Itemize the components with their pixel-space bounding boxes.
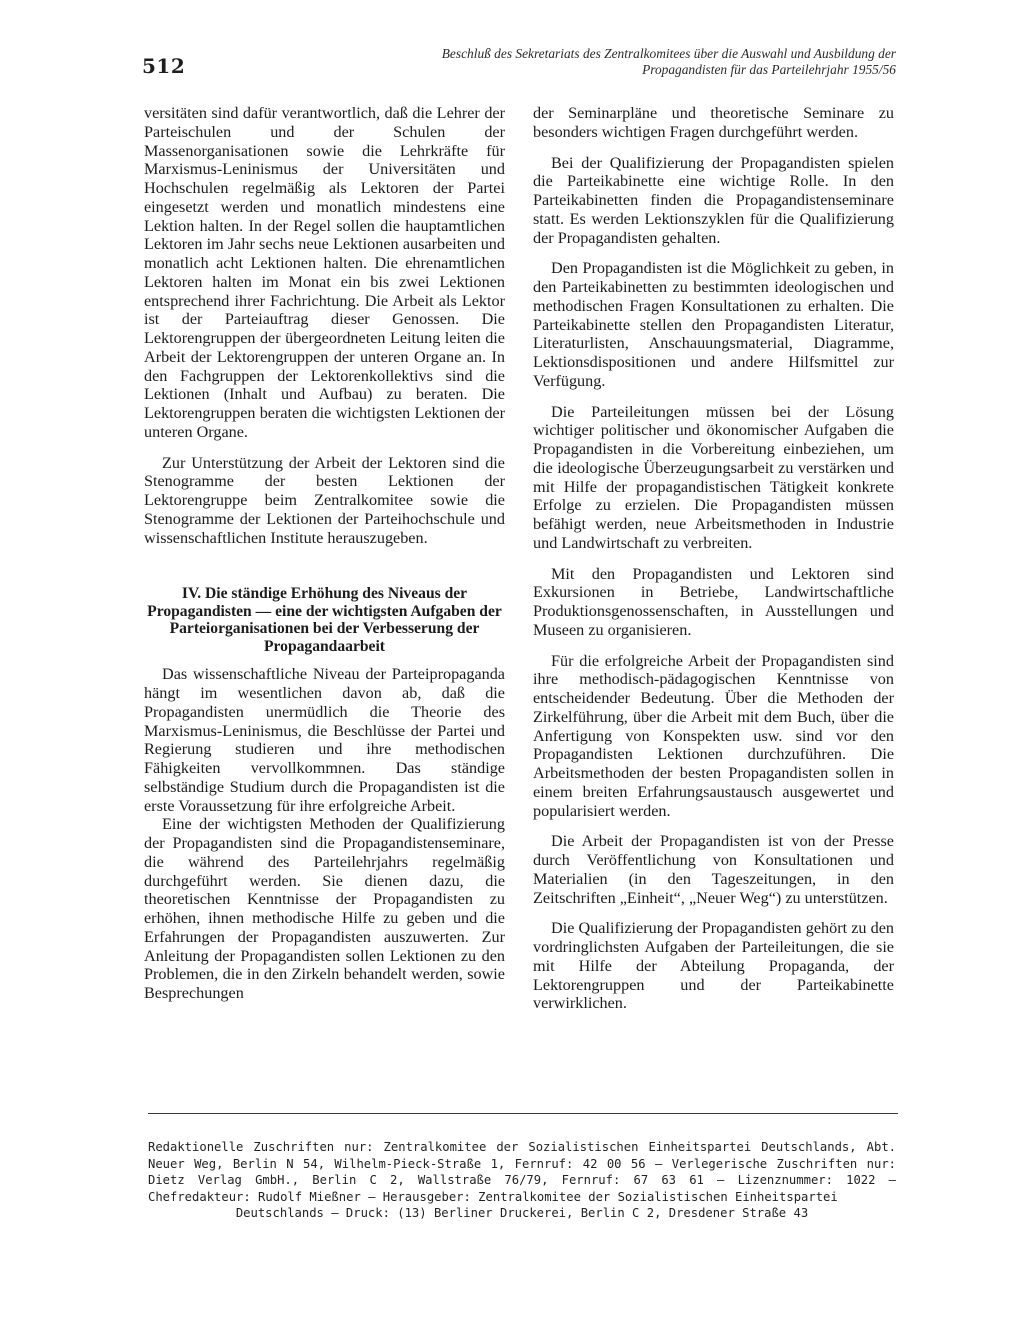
section-heading: IV. Die ständige Erhöhung des Niveaus der Propagandisten — eine der wichtigsten Aufgaben der Parteiorganisationen bei der Verbesserung der Propagandaarbeit	[147, 585, 502, 655]
paragraph: Das wissenschaftliche Niveau der Parteipropaganda hängt im wesentlichen davon ab, daß die Propagandisten unermüdlich die Theorie des Marxismus-Leninismus, die Beschlüsse der Partei und Regierung studieren und ihre methodischen Fähigkeiten vervollkommnen. Das ständige selbständige Studium durch die Propagandisten ist die erste Voraussetzung für ihre erfolgreiche Arbeit.	[144, 665, 505, 815]
paragraph: Für die erfolgreiche Arbeit der Propagandisten sind ihre methodisch-pädagogischen Kenntnisse von entscheidender Bedeutung. Über die Methoden der Zirkelführung, über die Arbeit mit dem Buch, über die Anfertigung von Konspekten usw. sind vor den Propagandisten Lektionen durchzuführen. Die Arbeitsmethoden der besten Propagandisten sollen in einem breiten Erfahrungsaustausch ausgewertet und popularisiert werden.	[533, 651, 894, 820]
right-column	[533, 104, 894, 1013]
footer-divider	[148, 1113, 898, 1114]
imprint	[148, 1139, 896, 1222]
left-column	[144, 104, 505, 1003]
paragraph: Mit den Propagandisten und Lektoren sind Exkursionen in Betriebe, Landwirtschaftliche Produktionsgenossenschaften, in Ausstellungen und Museen zu organisieren.	[533, 564, 894, 639]
paragraph: versitäten sind dafür verantwortlich, daß die Lehrer der Parteischulen und der Schulen der Massenorganisationen sowie die Lehrkräfte für Marxismus-Leninismus der Universitäten und Hochschulen regelmäßig als Lektoren der Partei eingesetzt werden und monatlich mindestens eine Lektion halten. In der Regel sollen die hauptamtlichen Lektoren im Jahr sechs neue Lektionen ausarbeiten und monatlich acht Lektionen halten. Die ehrenamtlichen Lektoren halten im Monat ein bis zwei Lektionen entsprechend ihrer Fachrichtung. Die Arbeit als Lektor ist der Parteiauftrag dieser Genossen. Die Lektorengruppen der übergeordneten Leitung leiten die Arbeit der Lektorengruppen der unteren Organe an. In den Fachgruppen der Lektorenkollektivs sind die Lektionen (Inhalt und Aufbau) zu beraten. Die Lektorengruppen beraten die wichtigsten Lektionen der unteren Organe.	[144, 104, 505, 441]
page-number: 512	[142, 54, 186, 78]
paragraph: Den Propagandisten ist die Möglichkeit zu geben, in den Parteikabinetten zu bestimmten ideologischen und methodischen Fragen Konsultationen zu erhalten. Die Parteikabinette stellen den Propagandisten Literatur, Literaturlisten, Anschauungsmaterial, Diagramme, Lektionsdispositionen und andere Hilfsmittel zur Verfügung.	[533, 259, 894, 390]
paragraph: Zur Unterstützung der Arbeit der Lektoren sind die Stenogramme der besten Lektionen der Lektorengruppe beim Zentralkomitee sowie die Stenogramme der Lektionen der Parteihochschule und wissenschaftlichen Institute herauszugeben.	[144, 453, 505, 547]
paragraph: Die Arbeit der Propagandisten ist von der Presse durch Veröffentlichung von Konsultationen und Materialien (in den Tageszeitungen, in den Zeitschriften „Einheit“, „Neuer Weg“) zu unterstützen.	[533, 832, 894, 907]
paragraph: Bei der Qualifizierung der Propagandisten spielen die Parteikabinette eine wichtige Rolle. In den Parteikabinetten finden die Propagandistenseminare statt. Es werden Lektionszyklen für die Qualifizierung der Propagandisten gehalten.	[533, 153, 894, 247]
running-head	[292, 46, 896, 78]
running-head-line-2: Propagandisten für das Parteilehrjahr 1955/56	[642, 62, 896, 77]
paragraph: Die Qualifizierung der Propagandisten gehört zu den vordringlichsten Aufgaben der Parteileitungen, die sie mit Hilfe der Abteilung Propaganda, der Lektorengruppen und der Parteikabinette verwirklichen.	[533, 919, 894, 1013]
running-head-line-1: Beschluß des Sekretariats des Zentralkomitees über die Auswahl und Ausbildung der	[441, 46, 896, 61]
imprint-last-line: Deutschlands — Druck: (13) Berliner Druckerei, Berlin C 2, Dresdener Straße 43	[235, 1206, 809, 1220]
paragraph: Eine der wichtigsten Methoden der Qualifizierung der Propagandisten sind die Propagandistenseminare, die während des Parteilehrjahrs regelmäßig durchgeführt werden. Sie dienen dazu, die theoretischen Kenntnisse der Propagandisten zu erhöhen, ihnen methodische Hilfe zu geben und die Erfahrungen der Propagandisten auszuwerten. Zur Anleitung der Propagandisten sollen Lektionen zu den Problemen, die in den Zirkeln behandelt werden, sowie Besprechungen	[144, 815, 505, 1002]
imprint-text: Redaktionelle Zuschriften nur: Zentralkomitee der Sozialistischen Einheitspartei Deutschlands, Abt. Neuer Weg, Berlin N 54, Wilhelm-Pieck-Straße 1, Fernruf: 42 00 56 — Verlegerische Zuschriften nur: Dietz Verlag GmbH., Berlin C 2, Wallstraße 76/79, Fernruf: 67 63 61 — Lizenznummer: 1022 — Chefredakteur: Rudolf Mießner — Herausgeber: Zentralkomitee der Sozialistischen Einheitspartei	[148, 1140, 896, 1204]
paragraph: der Seminarpläne und theoretische Seminare zu besonders wichtigen Fragen durchgeführt werden.	[533, 104, 894, 141]
paragraph: Die Parteileitungen müssen bei der Lösung wichtiger politischer und ökonomischer Aufgaben die Propagandisten in die Vorbereitung einbeziehen, um die ideologische Überzeugungsarbeit zu verstärken und mit Hilfe der propagandistischen Tätigkeit konkrete Erfolge zu erzielen. Die Propagandisten müssen befähigt werden, neue Arbeitsmethoden in Industrie und Landwirtschaft zu verbreiten.	[533, 402, 894, 552]
